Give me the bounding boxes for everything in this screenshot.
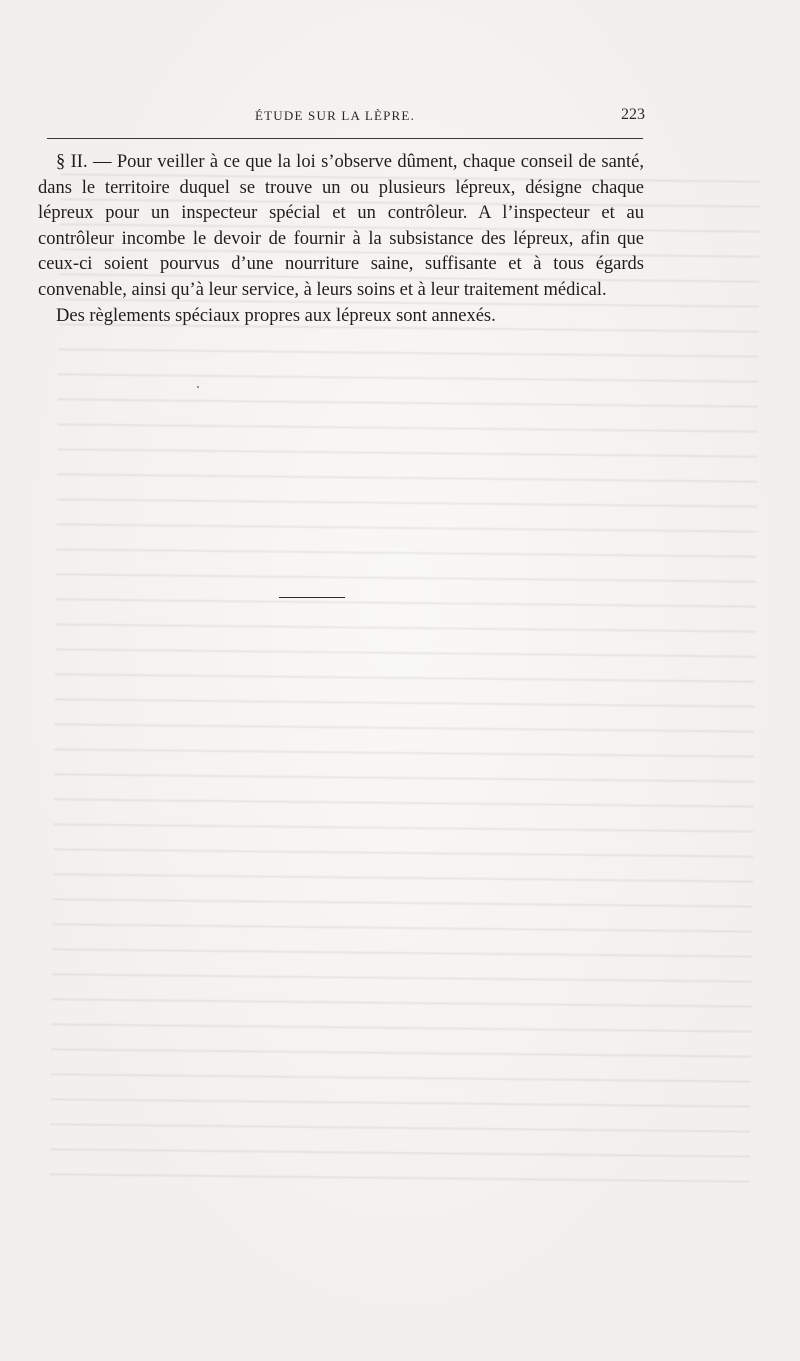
ink-speck xyxy=(197,386,199,388)
section-divider xyxy=(279,597,345,598)
header-rule xyxy=(47,138,643,139)
body-text xyxy=(38,150,644,329)
paragraph-annex-note: Des règlements spéciaux propres aux lépreux sont annexés. xyxy=(56,305,496,326)
running-title: ÉTUDE SUR LA LÈPRE. xyxy=(255,108,416,123)
page-header xyxy=(55,106,645,126)
paragraph-section-2: § II. — Pour veiller à ce que la loi s’observe dûment, chaque conseil de santé, dans le territoire duquel se trouve un ou plusieurs lépreux, désigne chaque lépreux pour un inspecteur spécial et un contrôleur. A l’inspecteur et au contrôleur incombe le devoir de fournir à la subsistance des lépreux, afin que ceux-ci soient pourvus d’une nourriture saine, suffisante et à tous égards convenable, ainsi qu’à leur service, à leurs soins et à leur traitement médical. xyxy=(38,152,644,300)
page-number: 223 xyxy=(621,106,645,123)
